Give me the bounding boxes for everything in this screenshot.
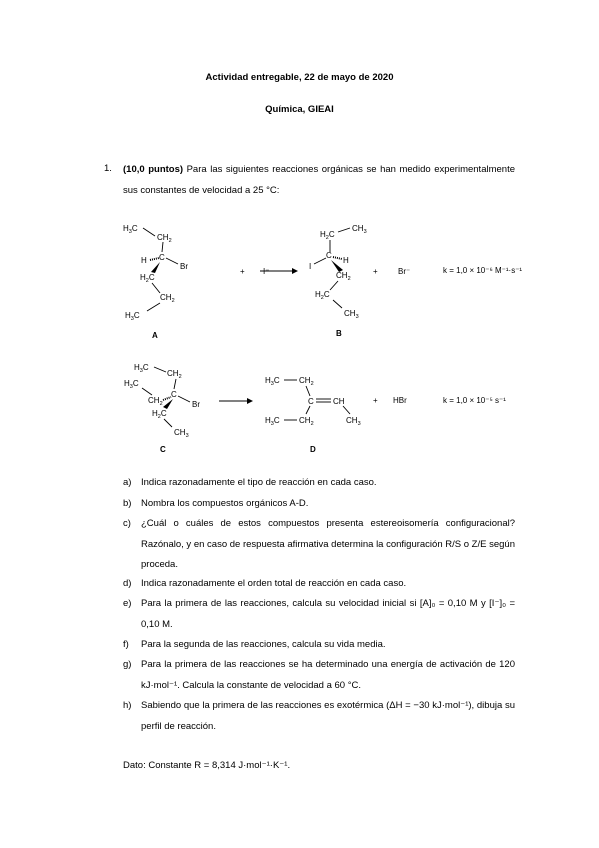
b-h2c-top: $H_2C$ bbox=[320, 230, 335, 241]
data-constant: Dato: Constante R = 8,314 J·mol⁻¹·K⁻¹. bbox=[123, 760, 291, 771]
item-h-text: Sabiendo que la primera de las reacciones es exotérmica (ΔH = −30 kJ·mol⁻¹), dibuja su perfil de reacción. bbox=[141, 700, 515, 732]
c-br: Br bbox=[192, 400, 200, 409]
c-h2c: $H_2C$ bbox=[152, 409, 167, 420]
product-bromide: Br⁻ bbox=[398, 267, 411, 276]
item-b-label: b) bbox=[123, 498, 132, 509]
reagent-iodide: I⁻ bbox=[263, 267, 270, 276]
a-ch2-bottom: $CH_2$ bbox=[160, 293, 175, 304]
label-d: D bbox=[310, 445, 316, 454]
c-c: C bbox=[171, 390, 177, 399]
b-h2c-bottom: $H_2C$ bbox=[315, 290, 330, 301]
arrow-2 bbox=[219, 398, 253, 404]
rate-constant-2: k = 1,0 × 10⁻⁵ s⁻¹ bbox=[443, 396, 506, 405]
item-f-text: Para la segunda de las reacciones, calcula su vida media. bbox=[141, 639, 386, 650]
document-title: Actividad entregable, 22 de mayo de 2020 bbox=[205, 72, 394, 83]
c-h3c-left: $H_3C$ bbox=[124, 379, 139, 390]
label-b: B bbox=[336, 329, 342, 338]
d-h3c-top: $H_3C$ bbox=[265, 376, 280, 387]
a-h3c-top: $H_3C$ bbox=[123, 224, 138, 235]
d-ch2-top: $CH_2$ bbox=[299, 376, 314, 387]
molecule-b bbox=[309, 224, 367, 338]
document-subtitle: Química, GIEAI bbox=[265, 104, 334, 115]
c-ch3: $CH_3$ bbox=[174, 428, 189, 439]
a-c: C bbox=[159, 253, 165, 262]
item-g-text: Para la primera de las reacciones se ha determinado una energía de activación de 120 kJ·mol⁻¹. Calcula la constante de velocidad a 60 °C. bbox=[141, 659, 515, 691]
d-h3c-bottom: $H_3C$ bbox=[265, 416, 280, 427]
item-b-text: Nombra los compuestos orgánicos A-D. bbox=[141, 498, 309, 509]
a-h2c: $H_2C$ bbox=[140, 273, 155, 284]
item-g-label: g) bbox=[123, 659, 132, 670]
item-e-text: Para la primera de las reacciones, calcula su velocidad inicial si [A]₀ = 0,10 M y [I⁻]₀ = 0,10 M. bbox=[141, 598, 515, 630]
item-e-label: e) bbox=[123, 598, 132, 609]
molecule-a bbox=[123, 224, 188, 340]
item-f-label: f) bbox=[123, 639, 129, 650]
molecule-d bbox=[265, 376, 361, 454]
d-c: C bbox=[308, 397, 314, 406]
item-d-text: Indica razonadamente el orden total de reacción en cada caso. bbox=[141, 578, 407, 589]
a-br: Br bbox=[180, 262, 188, 271]
plus-1: + bbox=[240, 267, 245, 276]
b-ch2: $CH_2$ bbox=[336, 271, 351, 282]
c-h3c-top: $H_3C$ bbox=[134, 363, 149, 374]
b-i: I bbox=[309, 262, 312, 271]
question-points: (10,0 puntos) bbox=[123, 164, 184, 175]
label-a: A bbox=[152, 331, 158, 340]
c-ch2-top: $CH_2$ bbox=[167, 369, 182, 380]
plus-3: + bbox=[373, 396, 378, 405]
label-c: C bbox=[160, 445, 166, 454]
b-ch3-bottom: $CH_3$ bbox=[344, 309, 359, 320]
a-h: H bbox=[141, 256, 147, 265]
c-ch2-left: $CH_2$ bbox=[148, 396, 163, 407]
plus-2: + bbox=[373, 267, 378, 276]
d-ch3-right: $CH_3$ bbox=[346, 416, 361, 427]
b-ch3-top: $CH_3$ bbox=[352, 224, 367, 235]
item-a-label: a) bbox=[123, 477, 132, 488]
item-d-label: d) bbox=[123, 578, 132, 589]
b-h: H bbox=[343, 256, 349, 265]
molecule-c bbox=[124, 363, 200, 454]
d-ch: CH bbox=[333, 397, 345, 406]
product-hbr: HBr bbox=[393, 396, 407, 405]
a-h3c-bottom: $H_3C$ bbox=[125, 311, 140, 322]
rate-constant-1: k = 1,0 × 10⁻⁶ M⁻¹·s⁻¹ bbox=[443, 266, 523, 275]
d-ch2-bottom: $CH_2$ bbox=[299, 416, 314, 427]
question-intro-text: Para las siguientes reacciones orgánicas se han medido experimentalmente sus constantes de velocidad a 25 °C: bbox=[123, 164, 515, 196]
item-a-text: Indica razonadamente el tipo de reacción en cada caso. bbox=[141, 477, 377, 488]
item-c-text: ¿Cuál o cuáles de estos compuestos presenta estereoisomería configuracional? Razónalo, y en caso de respuesta afirmativa determina la configuración R/S o Z/E según proceda. bbox=[141, 518, 515, 570]
a-ch2-top: $CH_2$ bbox=[157, 233, 172, 244]
item-c-label: c) bbox=[123, 518, 131, 529]
item-h-label: h) bbox=[123, 700, 132, 711]
question-number: 1. bbox=[104, 163, 112, 174]
b-c: C bbox=[326, 251, 332, 260]
